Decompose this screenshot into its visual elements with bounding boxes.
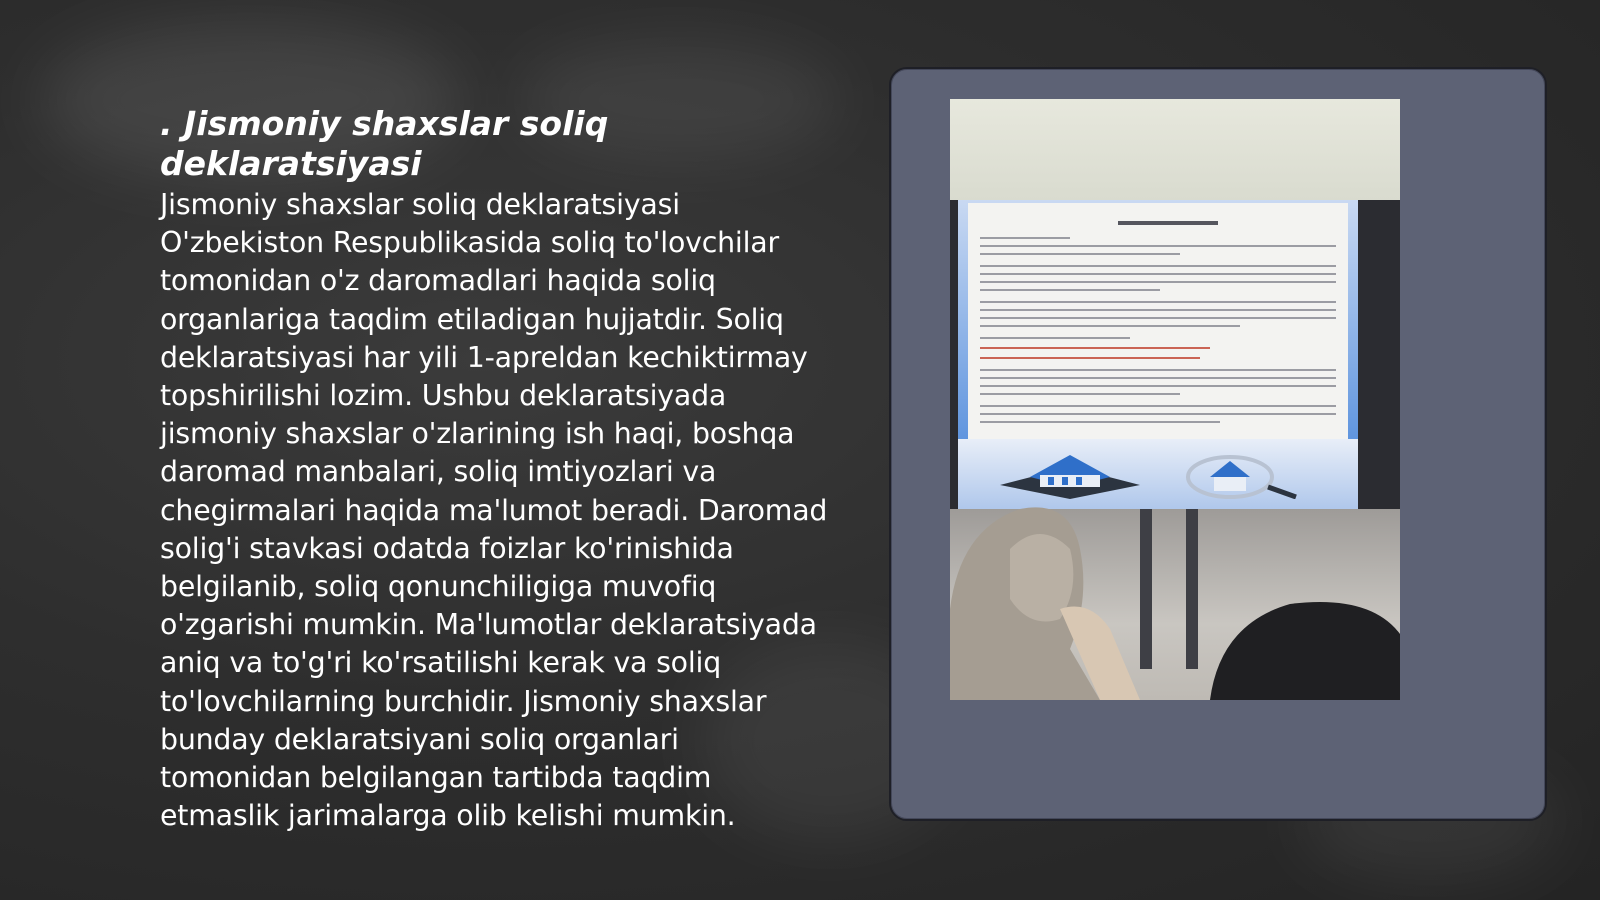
photo-document-line bbox=[980, 405, 1336, 407]
photo-document-line bbox=[980, 289, 1160, 291]
presentation-photo bbox=[950, 99, 1400, 700]
person-silhouette bbox=[950, 489, 1170, 700]
photo-document-line bbox=[980, 265, 1336, 267]
photo-document-line bbox=[980, 309, 1336, 311]
photo-document-line bbox=[980, 385, 1336, 387]
person-silhouette bbox=[1210, 594, 1400, 700]
photo-document-line bbox=[980, 369, 1336, 371]
photo-document-line bbox=[980, 325, 1240, 327]
photo-document-line bbox=[980, 347, 1210, 349]
photo-ceiling bbox=[950, 99, 1400, 200]
photo-document-line bbox=[980, 421, 1220, 423]
slide-title: . Jismoniy shaxslar soliq deklaratsiyasi bbox=[160, 104, 609, 183]
photo-document-line bbox=[980, 413, 1336, 415]
photo-stand bbox=[1186, 509, 1198, 669]
magnifier-house-icon bbox=[1180, 449, 1300, 499]
photo-document-line bbox=[980, 237, 1070, 239]
photo-document-line bbox=[980, 357, 1200, 359]
photo-document-line bbox=[980, 393, 1180, 395]
photo-document-line bbox=[980, 377, 1336, 379]
photo-document-line bbox=[980, 273, 1336, 275]
photo-document-heading bbox=[1118, 221, 1218, 225]
photo-document-line bbox=[980, 253, 1180, 255]
photo-document-line bbox=[980, 245, 1336, 247]
photo-document-line bbox=[980, 301, 1336, 303]
photo-document-line bbox=[980, 317, 1336, 319]
slide-body-text: Jismoniy shaxslar soliq deklaratsiyasi O'zbekiston Respublikasida soliq to'lovchilar tomonidan o'z daromadlari haqida soliq organlariga taqdim etiladigan hujjatdir. Soliq deklaratsiyasi har yili 1-apreldan kechiktirmay topshirilishi lozim. Ushbu deklaratsiyada jismoniy shaxslar o'zlarining ish haqi, boshqa daromad manbalari, soliq imtiyozlari va chegirmalari haqida ma'lumot beradi. Daromad solig'i stavkasi odatda foizlar ko'rinishida belgilanib, soliq qonunchiligiga muvofiq o'zgarishi mumkin. Ma'lumotlar deklaratsiyada aniq va to'g'ri ko'rsatilishi kerak va soliq to'lovchilarning burchidir. Jismoniy shaxslar bunday deklaratsiyani soliq organlari tomonidan belgilangan tartibda taqdim etmaslik jarimalarga olib kelishi mumkin. bbox=[160, 188, 828, 833]
photo-document-line bbox=[980, 281, 1336, 283]
photo-document bbox=[968, 203, 1348, 449]
photo-document-line bbox=[980, 337, 1130, 339]
